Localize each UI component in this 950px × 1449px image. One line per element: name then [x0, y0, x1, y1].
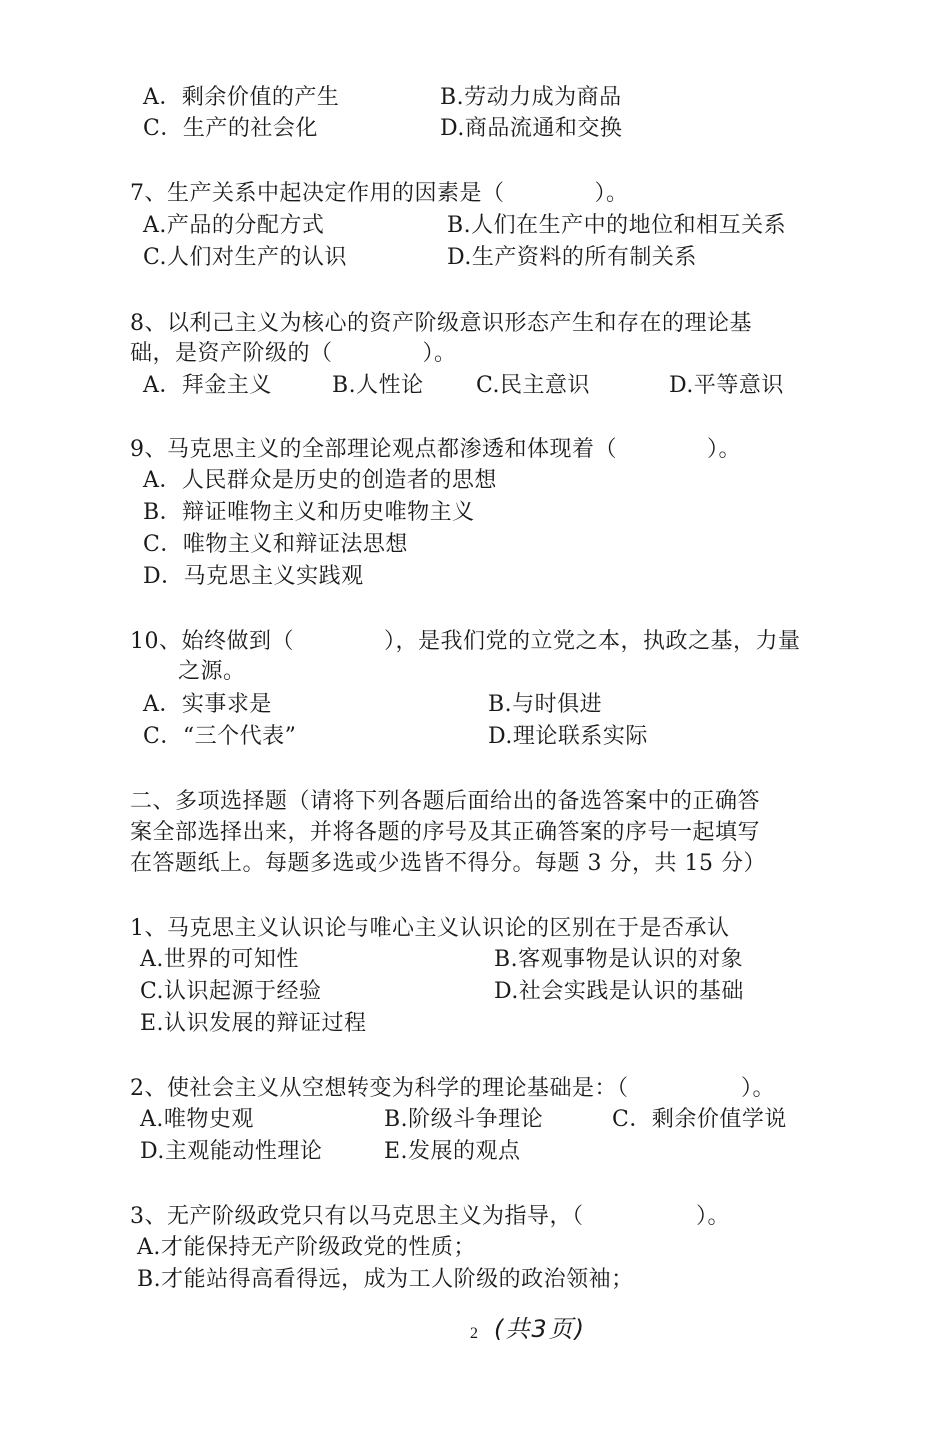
q8-stem-line1: 8、以利己主义为核心的资产阶级意识形态产生和存在的理论基 — [130, 311, 752, 336]
q7-option-a: A.产品的分配方式 — [143, 213, 325, 238]
q9-option-d: D．马克思主义实践观 — [143, 564, 364, 589]
q9-option-c: C．唯物主义和辩证法思想 — [143, 532, 408, 557]
q10-option-d: D.理论联系实际 — [488, 724, 648, 749]
m2-stem: 2、使社会主义从空想转变为科学的理论基础是：（ ）。 — [130, 1076, 775, 1101]
q8-option-a: A．拜金主义 — [143, 373, 272, 398]
handwritten-page-note: (共3页) — [494, 1315, 586, 1343]
section2-heading-line2: 案全部选择出来，并将各题的序号及其正确答案的序号一起填写 — [130, 820, 761, 845]
q10-stem-line2: 之源。 — [178, 659, 246, 684]
q7-option-b: B.人们在生产中的地位和相互关系 — [447, 213, 787, 238]
q6-option-a: A．剩余价值的产生 — [143, 85, 340, 110]
q10-option-c: C．“三个代表” — [143, 724, 297, 749]
m3-stem: 3、无产阶级政党只有以马克思主义为指导，（ ）。 — [130, 1204, 730, 1229]
q7-stem: 7、生产关系中起决定作用的因素是（ ）。 — [130, 181, 629, 206]
m2-option-e: E.发展的观点 — [384, 1139, 521, 1164]
q8-stem-line2: 础，是资产阶级的（ ）。 — [130, 341, 457, 366]
m1-option-e: E.认识发展的辩证过程 — [140, 1011, 367, 1036]
q7-option-c: C.人们对生产的认识 — [143, 245, 348, 270]
q8-option-b: B.人性论 — [332, 373, 424, 398]
q6-option-d: D.商品流通和交换 — [440, 116, 623, 141]
m1-option-c: C.认识起源于经验 — [140, 979, 322, 1004]
m1-option-d: D.社会实践是认识的基础 — [494, 979, 744, 1004]
q9-stem: 9、马克思主义的全部理论观点都渗透和体现着（ ）。 — [130, 437, 741, 462]
q8-option-c: C.民主意识 — [476, 373, 591, 398]
q10-stem-line1: 10、始终做到（ ），是我们党的立党之本，执政之基，力量 — [130, 629, 801, 654]
q8-option-d: D.平等意识 — [669, 373, 784, 398]
section2-heading-line1: 二、多项选择题（请将下列各题后面给出的备选答案中的正确答 — [130, 789, 761, 814]
m1-option-b: B.客观事物是认识的对象 — [494, 947, 744, 972]
m1-stem: 1、马克思主义认识论与唯心主义认识论的区别在于是否承认 — [130, 916, 730, 941]
m2-option-b: B.阶级斗争理论 — [384, 1107, 544, 1132]
q10-option-b: B.与时俱进 — [488, 692, 603, 717]
q9-option-b: B．辩证唯物主义和历史唯物主义 — [143, 500, 475, 525]
m3-option-a: A.才能保持无产阶级政党的性质； — [137, 1235, 476, 1260]
page-number: 2 — [470, 1325, 478, 1342]
m2-option-d: D.主观能动性理论 — [140, 1139, 323, 1164]
m2-option-a: A.唯物史观 — [140, 1107, 254, 1132]
m3-option-b: B.才能站得高看得远，成为工人阶级的政治领袖； — [137, 1267, 634, 1292]
m2-option-c: C．剩余价值学说 — [612, 1107, 787, 1132]
q10-option-a: A．实事求是 — [143, 692, 272, 717]
q7-option-d: D.生产资料的所有制关系 — [447, 245, 697, 270]
q9-option-a: A．人民群众是历史的创造者的思想 — [143, 468, 497, 493]
section2-heading-line3: 在答题纸上。每题多选或少选皆不得分。每题 3 分，共 15 分） — [130, 851, 766, 876]
q6-option-c: C．生产的社会化 — [143, 116, 318, 141]
q6-option-b: B.劳动力成为商品 — [440, 85, 622, 110]
m1-option-a: A.世界的可知性 — [140, 947, 299, 972]
